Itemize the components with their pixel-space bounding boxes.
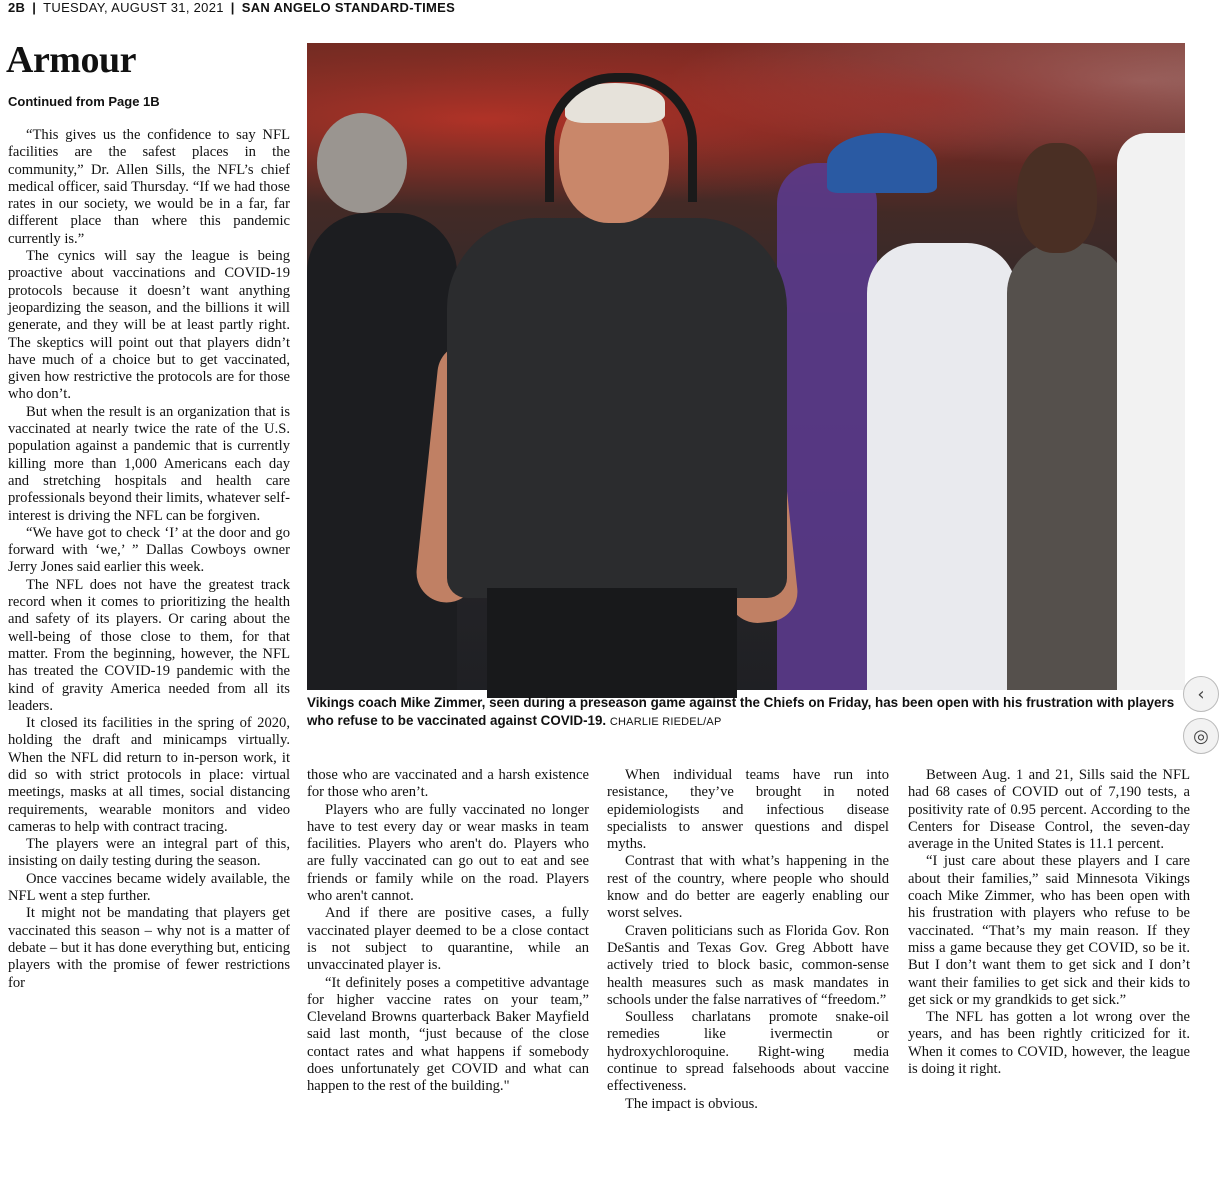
paragraph: Once vaccines became widely available, the NFL went a step further. xyxy=(8,870,290,905)
jump-line: Continued from Page 1B xyxy=(8,94,160,109)
photo-headset xyxy=(545,73,697,202)
paragraph: It closed its facilities in the spring of 2020, holding the draft and minicamps virtually. When the NFL did return to in-person work, it did so with strict protocols in place: virtual meetings, masks at all times, social distancing requirements, wearable monitors and video cameras to help with contract tracing. xyxy=(8,715,290,835)
paragraph: When individual teams have run into resistance, they’ve brought in noted epidemiologists and infectious disease specialists to answer questions and dispel myths. xyxy=(607,767,889,853)
photo-blue-cap xyxy=(827,133,937,193)
paragraph: Contrast that with what’s happening in the rest of the country, where people who should know and do better are eagerly enabling our worst selves. xyxy=(607,853,889,922)
paragraph: The NFL has gotten a lot wrong over the years, and has been rightly criticized for it. When it comes to COVID, however, the league is doing it right. xyxy=(908,1009,1190,1078)
photo-coach-pants xyxy=(487,588,737,698)
paragraph: It might not be mandating that players get vaccinated this season – why not is a matter of debate – but it has done everything but, enticing players with the promise of fewer restrictions for xyxy=(8,905,290,991)
paragraph: “We have got to check ‘I’ at the door and go forward with ‘we,’ ” Dallas Cowboys owner Jerry Jones said earlier this week. xyxy=(8,524,290,576)
paragraph: Craven politicians such as Florida Gov. Ron DeSantis and Texas Gov. Greg Abbott have actively tried to block basic, common-sense health measures such as mask mandates in schools under the false narratives of “freedom.” xyxy=(607,922,889,1008)
article-column-3 xyxy=(607,767,889,1113)
photo-edge-player xyxy=(1117,133,1185,690)
folio-separator: | xyxy=(230,0,235,15)
article-column-4 xyxy=(908,767,1190,1078)
paragraph: “This gives us the confidence to say NFL facilities are the safest places in the community,” Dr. Allen Sills, the NFL’s chief medical officer, said Thursday. “If we had those rates in our society, we would be in a far, far different place than where this pandemic currently is.” xyxy=(8,127,290,247)
article-headline: Armour xyxy=(6,39,136,81)
photo-player-head xyxy=(1017,143,1097,253)
paragraph: The cynics will say the league is being proactive about vaccinations and COVID-19 protocols because it doesn’t want anything jeopardizing the season, and the billions it will generate, and they will be at least partly right. The skeptics will point out that players didn’t have much of a choice but to get vaccinated, given how restrictive the protocols are for those who don’t. xyxy=(8,248,290,403)
paragraph: those who are vaccinated and a harsh existence for those who aren’t. xyxy=(307,767,589,801)
page-view-icon[interactable]: ◎ xyxy=(1183,718,1219,754)
paragraph: The NFL does not have the greatest track record when it comes to prioritizing the health and safety of its players. Or caring about the well-being of those close to them, for that matter. From the beginning, however, the NFL has treated the COVID-19 pandemic with the kind of gravity America needed from all its leaders. xyxy=(8,576,290,714)
paragraph: Soulless charlatans promote snake-oil remedies like ivermectin or hydroxychloroquine. Right-wing media continue to spread falsehoods about vaccine effectiveness. xyxy=(607,1009,889,1095)
folio-separator: | xyxy=(32,0,37,15)
paragraph: But when the result is an organization that is vaccinated at nearly twice the rate of the U.S. population against a pandemic that is currently killing more than 1,000 Americans each day and stretching hospitals and health care professionals beyond their limits, whatever self-interest is driving the NFL can be forgiven. xyxy=(8,403,290,524)
photo-player-helmet xyxy=(317,113,407,213)
previous-page-icon[interactable]: ‹ xyxy=(1183,676,1219,712)
article-column-2 xyxy=(307,767,589,1096)
photo-coach-shirt xyxy=(447,218,787,598)
page-number: 2B xyxy=(8,0,26,15)
article-column-1 xyxy=(8,127,290,992)
photo-credit: CHARLIE RIEDEL/AP xyxy=(609,716,722,728)
caption-text: Vikings coach Mike Zimmer, seen during a preseason game against the Chiefs on Friday, has been open with his frustration with players who refuse to be vaccinated against COVID-19. xyxy=(307,695,1175,728)
paragraph: Between Aug. 1 and 21, Sills said the NFL had 68 cases of COVID out of 7,190 tests, a positivity rate of 0.95 percent. According to the Centers for Disease Control, the seven-day average in the United States is 11.1 percent. xyxy=(908,767,1190,853)
photo-staff-member xyxy=(867,243,1017,690)
newspaper-name: SAN ANGELO STANDARD-TIMES xyxy=(241,0,456,15)
photo-caption xyxy=(307,694,1192,731)
issue-date: TUESDAY, AUGUST 31, 2021 xyxy=(43,0,224,15)
paragraph: “It definitely poses a competitive advantage for higher vaccine rates on your team,” Cleveland Browns quarterback Baker Mayfield said last month, “just because of the close contact rates and what happens if somebody does unfortunately get COVID and what can happen to the rest of the building." xyxy=(307,974,589,1095)
photo-sideline-player-right xyxy=(1007,243,1127,690)
paragraph: And if there are positive cases, a fully vaccinated player deemed to be a close contact is not subject to quarantine, while an unvaccinated player is. xyxy=(307,905,589,974)
page-folio xyxy=(8,0,455,18)
paragraph: Players who are fully vaccinated no longer have to test every day or wear masks in team facilities. Players who aren't do. Players who are fully vaccinated can go out to eat and see friends or family while on the road. Players who aren't cannot. xyxy=(307,801,589,905)
paragraph: The impact is obvious. xyxy=(625,1095,758,1112)
paragraph: The players were an integral part of this, insisting on daily testing during the season. xyxy=(8,836,290,870)
photo-vikings-player xyxy=(777,163,877,690)
article-photo xyxy=(307,43,1185,690)
paragraph: “I just care about these players and I care about their families,” said Minnesota Vikings coach Mike Zimmer, who has been open with his frustration with players who refuse to be vaccinated. “That’s my main reason. If they miss a game because they get COVID, so be it. But I don’t want them to get sick and I don’t want their families to get sick and their kids to get sick or my grandkids to get sick.” xyxy=(908,853,1190,1008)
